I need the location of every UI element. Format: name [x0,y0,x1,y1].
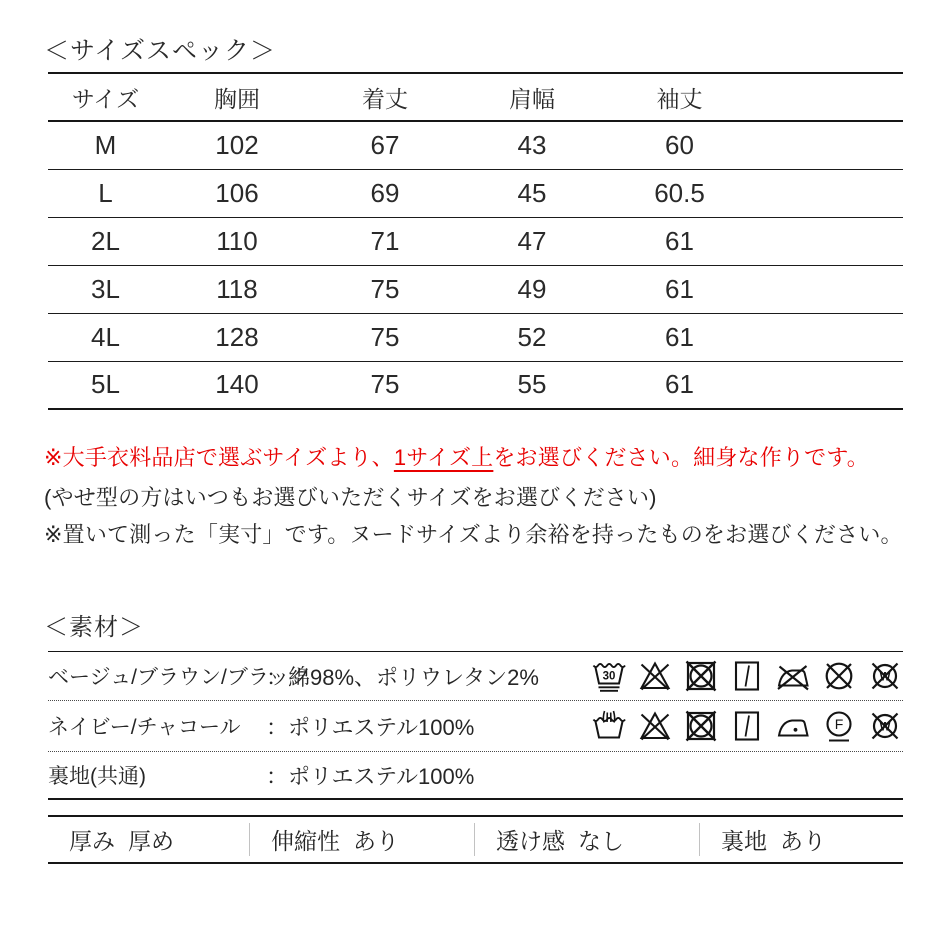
size-value-cell: 61 [665,225,694,256]
size-value-cell: 45 [517,177,547,208]
measurement-note: ※置いて測った「実寸」です。ヌードサイズより余裕を持ったものをお選びください。 [44,522,903,547]
material-color-label: 裏地(共通) [48,765,146,788]
no-tumble-dry-icon [683,708,719,744]
size-value-cell: 52 [517,321,547,352]
size-value-cell: 71 [370,225,400,256]
red-note-prefix: ※大手衣料品店で選ぶサイズより、 [44,445,394,470]
no-tumble-dry-icon [683,658,719,694]
size-table-row [48,169,903,217]
wash-30-gentle-icon [591,658,627,694]
size-name-cell: 3L [91,273,120,304]
size-value-cell: 69 [370,177,400,208]
no-bleach-icon [637,658,673,694]
size-name-cell: L [98,177,113,208]
size-value-cell: 67 [370,129,400,160]
material-row-lining [48,752,903,800]
size-col-header: 胸囲 [214,85,260,112]
line-dry-icon [729,708,765,744]
size-col-header: 着丈 [362,85,408,112]
spec-label: 厚み [69,828,115,854]
size-name-cell: 2L [91,225,120,256]
svg-text:30: 30 [602,670,616,683]
size-value-cell: 60.5 [654,177,705,208]
size-value-cell: 60 [665,129,694,160]
size-value-cell: 75 [370,321,400,352]
no-bleach-icon [637,708,673,744]
size-table-row [48,313,903,361]
red-note-suffix: をお選びください。細身な作りです。 [493,445,870,470]
size-name-cell: 4L [91,321,120,352]
size-value-cell: 61 [665,321,694,352]
size-value-cell: 55 [517,369,547,400]
care-icons-group [591,708,903,744]
material-color-label: ベージュ/ブラウン/ブラック [48,666,311,689]
material-composition: ：ポリエステル100% [266,763,475,789]
spec-thickness [48,817,249,862]
size-value-cell: 49 [517,273,547,304]
material-composition: ：綿98%、ポリウレタン2% [266,664,539,690]
spec-sheerness [475,817,699,862]
size-table-row [48,265,903,313]
size-value-cell: 75 [370,273,400,304]
spec-value: なし [578,828,624,854]
fabric-spec-bar [48,815,903,864]
size-value-cell: 61 [665,273,694,304]
sizing-advice-red-note [44,441,869,472]
size-value-cell: 106 [215,177,259,208]
care-icons-group [591,658,903,694]
size-name-cell: M [94,129,117,160]
size-spec-title: ＜サイズスペック＞ [44,37,277,65]
material-row-beige-brown-black [48,652,903,701]
no-wet-clean-icon [867,708,903,744]
material-title: ＜素材＞ [44,614,144,641]
size-col-header: 肩幅 [509,85,555,112]
size-table-row [48,361,903,409]
line-dry-icon [729,658,765,694]
size-value-cell: 43 [517,129,547,160]
slim-fit-note: (やせ型の方はいつもお選びいただくサイズをお選びください) [44,485,657,510]
red-note-underlined: 1サイズ上 [393,445,494,470]
size-value-cell: 47 [517,225,547,256]
hand-wash-icon [591,708,627,744]
no-dry-clean-icon [821,658,857,694]
size-value-cell: 102 [215,129,259,160]
material-row-navy-charcoal [48,701,903,752]
spec-value: あり [780,828,826,854]
size-value-cell: 118 [216,273,258,304]
spec-label: 透け感 [496,828,565,854]
size-table-header-row [48,73,903,121]
size-value-cell: 61 [665,369,694,400]
size-name-cell: 5L [91,369,120,400]
size-col-header: 袖丈 [656,85,703,112]
no-iron-icon [775,658,811,694]
svg-text:W: W [879,721,891,734]
svg-text:W: W [879,671,891,684]
dry-clean-f-gentle-icon [821,708,857,744]
iron-low-icon [775,708,811,744]
size-value-cell: 75 [370,369,400,400]
spec-label: 伸縮性 [271,828,340,854]
size-table-row [48,217,903,265]
size-value-cell: 128 [215,321,259,352]
spec-stretch [250,817,474,862]
spec-label: 裏地 [721,828,767,854]
size-value-cell: 140 [215,369,259,400]
size-table [48,72,903,410]
size-value-cell: 110 [216,225,258,256]
size-col-header: サイズ [71,85,140,112]
material-table [48,651,903,800]
material-color-label: ネイビー/チャコール [48,716,241,739]
size-table-row [48,121,903,169]
material-composition: ：ポリエステル100% [266,714,475,740]
spec-lining [700,817,903,862]
no-wet-clean-icon [867,658,903,694]
svg-text:F: F [834,716,844,732]
spec-value: 厚め [128,828,174,854]
spec-value: あり [353,828,399,854]
